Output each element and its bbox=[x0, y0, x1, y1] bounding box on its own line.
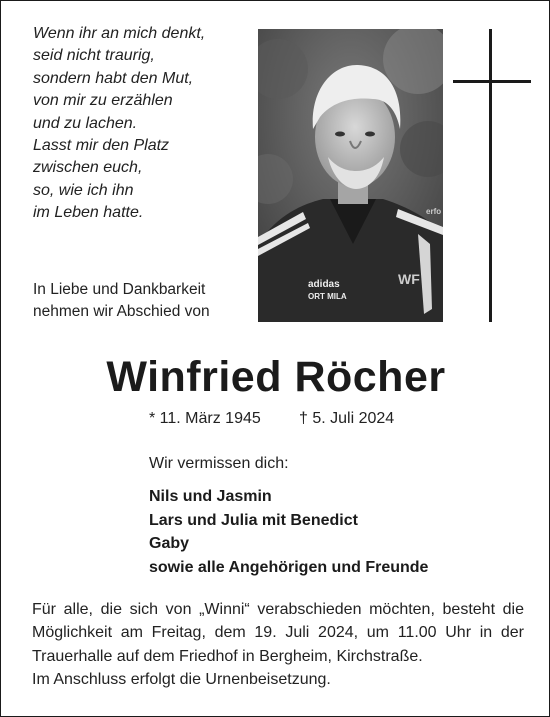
intro-line: In Liebe und Dankbarkeit bbox=[33, 281, 206, 298]
portrait-photo bbox=[258, 29, 443, 322]
poem-line: von mir zu erzählen bbox=[33, 92, 173, 110]
mourners-list bbox=[149, 485, 428, 579]
jacket-text: erfo bbox=[426, 207, 442, 216]
portrait-image bbox=[258, 29, 443, 322]
birth-date: * 11. März 1945 bbox=[149, 410, 261, 427]
deceased-name: Winfried Röcher bbox=[106, 353, 446, 401]
intro-line: nehmen wir Abschied von bbox=[33, 303, 210, 320]
farewell-intro bbox=[33, 279, 210, 323]
jacket-text: WF bbox=[398, 271, 420, 287]
poem-line: im Leben hatte. bbox=[33, 204, 144, 222]
mourner-line: Lars und Julia mit Benedict bbox=[149, 511, 358, 529]
death-date: † 5. Juli 2024 bbox=[299, 410, 395, 427]
poem-line: sondern habt den Mut, bbox=[33, 69, 194, 87]
jacket-text: adidas bbox=[308, 279, 340, 290]
poem-line: seid nicht traurig, bbox=[33, 47, 155, 65]
ceremony-info bbox=[32, 598, 524, 691]
jacket-text: ORT MILA bbox=[308, 292, 347, 301]
poem-line: und zu lachen. bbox=[33, 114, 138, 132]
life-dates bbox=[149, 410, 395, 428]
poem-line: Wenn ihr an mich denkt, bbox=[33, 25, 206, 42]
poem-line: so, wie ich ihn bbox=[33, 181, 134, 199]
ceremony-paragraph: Für alle, die sich von „Winni“ verabschieden möchten, besteht die Möglichkeit am Freitag, dem 19. Juli 2024, um 11.00 Uhr in der Trauerhalle auf dem Friedhof in Bergheim, Kirchstraße. bbox=[32, 601, 524, 665]
poem bbox=[33, 23, 253, 225]
miss-text: Wir vermissen dich: bbox=[149, 455, 289, 472]
poem-line: Lasst mir den Platz bbox=[33, 137, 170, 155]
ceremony-closing: Im Anschluss erfolgt die Urnenbeisetzung. bbox=[32, 670, 331, 688]
cross-icon bbox=[453, 29, 533, 322]
poem-line: zwischen euch, bbox=[33, 159, 143, 177]
mourner-line: sowie alle Angehörigen und Freunde bbox=[149, 558, 429, 576]
mourner-line: Nils und Jasmin bbox=[149, 488, 272, 505]
mourner-line: Gaby bbox=[149, 535, 190, 552]
